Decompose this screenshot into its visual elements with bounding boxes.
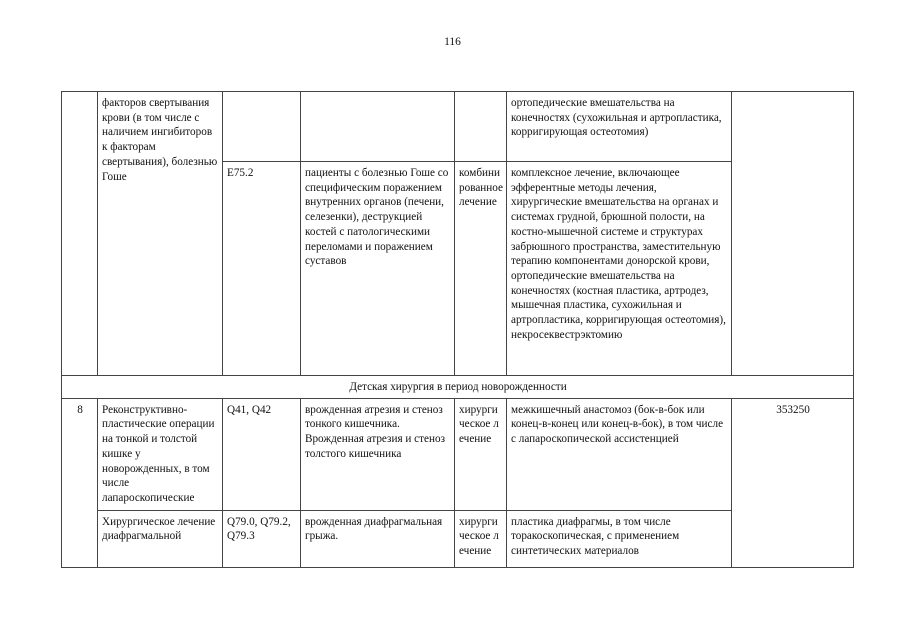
page-number: 116 xyxy=(444,36,461,48)
cell-profile: Реконструктивно-пластические операции на тонкой и толстой кишке у новорожденных, в том числе лапароскопические xyxy=(98,398,223,510)
cell-method: межкишечный анастомоз (бок-в-бок или конец-в-конец или конец-в-бок), в том числе с лапароскопической ассистенцией xyxy=(507,398,732,510)
cell-code: Q79.0, Q79.2, Q79.3 xyxy=(223,510,301,567)
cell-price: 353250 xyxy=(732,398,854,567)
cell-code: Q41, Q42 xyxy=(223,398,301,510)
cell-model: врожденная диафрагмальная грыжа. xyxy=(301,510,455,567)
cell-method: комплексное лечение, включающее эфферентные методы лечения, хирургические вмешательства на органах и системах грудной, брюшной полости, на костно-мышечной системе и структурах забрюшного пространства, заместительную терапию компонентами донорской крови, ортопедические вмешательства на конечностях (костная пластика, артродез, мышечная пластика, сухожильная и артропластика, корригирующая остеотомия), некросеквестрэктомию xyxy=(507,162,732,376)
section-title: Детская хирургия в период новорожденности xyxy=(62,376,854,399)
cell-code xyxy=(223,92,301,162)
cell-treatment-type: хирургическое лечение xyxy=(455,398,507,510)
cell-num: 8 xyxy=(62,398,98,567)
cell-num xyxy=(62,92,98,376)
cell-profile: факторов свертывания крови (в том числе с наличием ингибиторов к факторам свертывания), болезнью Гоше xyxy=(98,92,223,376)
treatment-table xyxy=(61,91,854,568)
cell-method: пластика диафрагмы, в том числе торакоскопическая, с применением синтетических материалов xyxy=(507,510,732,567)
section-row xyxy=(62,376,854,399)
cell-method: ортопедические вмешательства на конечностях (сухожильная и артропластика, корригирующая остеотомия) xyxy=(507,92,732,162)
cell-code: E75.2 xyxy=(223,162,301,376)
cell-price xyxy=(732,92,854,376)
cell-model: пациенты с болезнью Гоше со специфическим поражением внутренних органов (печени, селезенки), деструкцией костей с патологическими переломами и поражением суставов xyxy=(301,162,455,376)
cell-treatment-type xyxy=(455,92,507,162)
cell-treatment-type: хирургическое лечение xyxy=(455,510,507,567)
cell-model: врожденная атрезия и стеноз тонкого кишечника. Врожденная атрезия и стеноз толстого кишечника xyxy=(301,398,455,510)
cell-model xyxy=(301,92,455,162)
table-row xyxy=(62,92,854,162)
cell-treatment-type: комбинированное лечение xyxy=(455,162,507,376)
cell-profile: Хирургическое лечение диафрагмальной xyxy=(98,510,223,567)
table-row xyxy=(62,398,854,510)
